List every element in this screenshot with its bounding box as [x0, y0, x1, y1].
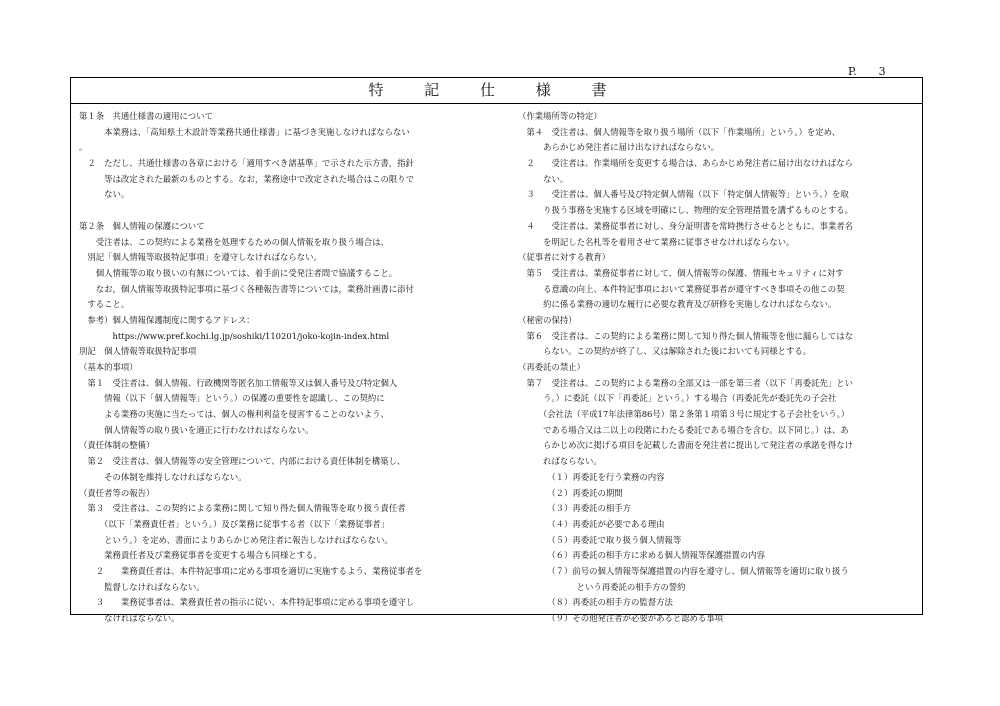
text-line: 第５ 受注者は、業務従事者に対して、個人情報等の保護、情報セキュリティに対す — [518, 267, 844, 278]
text-line: 第２条 個人情報の保護について — [79, 220, 205, 231]
text-line: という再委託の相手方の誓約 — [518, 581, 686, 592]
text-line: 第１ 受注者は、個人情報、行政機関等匿名加工情報等又は個人番号及び特定個人 — [79, 377, 398, 388]
text-line: （８）再委託の相手方の監督方法 — [518, 597, 673, 608]
text-line: なければならない。 — [79, 613, 180, 623]
text-line: である場合又は二以上の段階にわたる委託である場合を含む。以下同じ。）は、あ — [518, 424, 849, 435]
text-line: 情報（以下「個人情報等」という。）の保護の重要性を認識し、この契約に — [79, 393, 385, 404]
text-line: ２ ただし、共通仕様書の各章における「適用すべき諸基準」で示された示方書，指針 — [79, 158, 414, 169]
text-line: 業務責任者及び業務従事者を変更する場合も同様とする。 — [79, 550, 322, 561]
page-number: P. 3 — [848, 65, 886, 78]
text-line: （基本的事項） — [79, 362, 138, 372]
text-line: （以下「業務責任者」という。）及び業務に従事する者（以下「業務従事者」 — [79, 518, 389, 529]
text-line: ４ 受注者は、業務従事者に対し、身分証明書を常時携行させるとともに、事業者名 — [518, 220, 853, 231]
text-line: ２ 業務責任者は、本件特記事項に定める事項を適切に実施するよう、業務従事者を — [79, 565, 423, 576]
text-line: という。）を定め、書面によりあらかじめ発注者に報告しなければならない。 — [79, 534, 393, 545]
text-line: 別記「個人情報等取扱特記事項」を遵守しなければならない。 — [79, 252, 322, 263]
text-line: （従事者に対する教育） — [518, 252, 611, 263]
text-line: （３）再委託の相手方 — [518, 503, 632, 514]
text-line: 。 — [79, 142, 88, 153]
text-line: https://www.pref.kochi.lg.jp/soshiki/110201/joko-kojin-index.html — [79, 330, 390, 341]
text-line: すること。 — [79, 299, 130, 310]
text-line: 等は改定された最新のものとする。なお，業務途中で改定された場合はこの限りで — [79, 173, 414, 184]
text-line: （作業場所等の特定） — [518, 111, 602, 121]
text-line — [79, 203, 499, 219]
text-line: （再委託の禁止） — [518, 362, 585, 372]
text-line: 第６ 受注者は、この契約による業務に関して知り得た個人情報等を他に漏らしてはな — [518, 330, 853, 341]
text-line: ３ 業務従事者は、業務責任者の指示に従い、本件特記事項に定める事項を遵守し — [79, 597, 414, 608]
text-line: ない。 — [79, 189, 130, 200]
text-line: あらかじめ発注者に届け出なければならない。 — [518, 142, 719, 153]
text-line: （会社法（平成17年法律第86号）第２条第１項第３号に規定する子会社をいう。） — [518, 409, 850, 420]
text-line: 別記 個人情報等取扱特記事項 — [79, 346, 197, 357]
text-line: ３ 受注者は、個人番号及び特定個人情報（以下「特定個人情報等」という。）を取 — [518, 189, 849, 200]
text-line: 約に係る業務の適切な履行に必要な教育及び研修を実施しなければならない。 — [518, 299, 837, 310]
text-line: 個人情報等の取り扱いの有無については、着手前に受発注者間で協議すること。 — [79, 267, 398, 278]
text-line: らかじめ次に掲げる項目を記載した書面を発注者に提出して発注者の承諾を得なけ — [518, 440, 853, 451]
text-line: 第１条 共通仕様書の適用について — [79, 111, 213, 121]
text-line: なお，個人情報等取扱特記事項に基づく各種報告書等については，業務計画書に添付 — [79, 283, 414, 294]
text-line: 第４ 受注者は、個人情報等を取り扱う場所（以下「作業場所」という。）を定め、 — [518, 126, 841, 137]
text-line: を明記した名札等を着用させて業務に従事させなければならない。 — [518, 236, 795, 247]
text-line: （責任体制の整備） — [79, 440, 155, 451]
text-line: （５）再委託で取り扱う個人情報等 — [518, 534, 682, 545]
document-title: 特 記 仕 様 書 — [71, 78, 922, 104]
text-line: う。）に委託（以下「再委託」という。）する場合（再委託先が委託先の子会社 — [518, 393, 837, 404]
text-line: 参考）個人情報保護制度に関するアドレス： — [79, 314, 255, 325]
text-line: （９）その他発注者が必要があると認める事項 — [518, 613, 724, 623]
text-line: （責任者等の報告） — [79, 487, 155, 498]
text-line: 個人情報等の取り扱いを適正に行わなければならない。 — [79, 424, 314, 435]
specification-frame — [70, 77, 923, 623]
text-line: （１）再委託を行う業務の内容 — [518, 471, 665, 482]
text-line: ２ 受注者は、作業場所を変更する場合は、あらかじめ発注者に届け出なければなら — [518, 158, 853, 169]
text-line: （２）再委託の期間 — [518, 487, 623, 498]
text-line: る意識の向上、本件特記事項において業務従事者が遵守すべき事項その他この契 — [518, 283, 845, 294]
text-line: よる業務の実施に当たっては、個人の権利利益を侵害することのないよう、 — [79, 409, 389, 420]
text-line: （７）前号の個人情報等保護措置の内容を遵守し、個人情報等を適切に取り扱う — [518, 565, 849, 576]
text-line: （秘密の保持） — [518, 314, 577, 325]
text-line: 第３ 受注者は、この契約による業務に関して知り得た個人情報等を取り扱う責任者 — [79, 503, 406, 514]
right-column — [518, 109, 918, 627]
left-column — [79, 109, 499, 627]
text-line: 本業務は、「高知県土木設計等業務共通仕様書」に基づき実施しなければならない — [79, 126, 410, 137]
text-line: 監督しなければならない。 — [79, 581, 205, 592]
text-line: 受注者は、この契約による業務を処理するための個人情報を取り扱う場合は、 — [79, 236, 389, 247]
text-line: 第２ 受注者は、個人情報等の安全管理について、内部における責任体制を構築し、 — [79, 456, 406, 467]
text-line: （６）再委託の相手方に求める個人情報等保護措置の内容 — [518, 550, 766, 561]
text-line: その体制を維持しなければならない。 — [79, 471, 247, 482]
text-line: （４）再委託が必要である理由 — [518, 518, 665, 529]
text-line: ない。 — [518, 173, 569, 184]
text-line: らない。この契約が終了し、又は解除された後においても同様とする。 — [518, 346, 812, 357]
text-line: 第７ 受注者は、この契約による業務の全部又は一部を第三者（以下「再委託先」とい — [518, 377, 853, 388]
text-line: り扱う事務を実施する区域を明確にし、物理的安全管理措置を講ずるものとする。 — [518, 205, 853, 216]
text-line: ればならない。 — [518, 456, 602, 467]
